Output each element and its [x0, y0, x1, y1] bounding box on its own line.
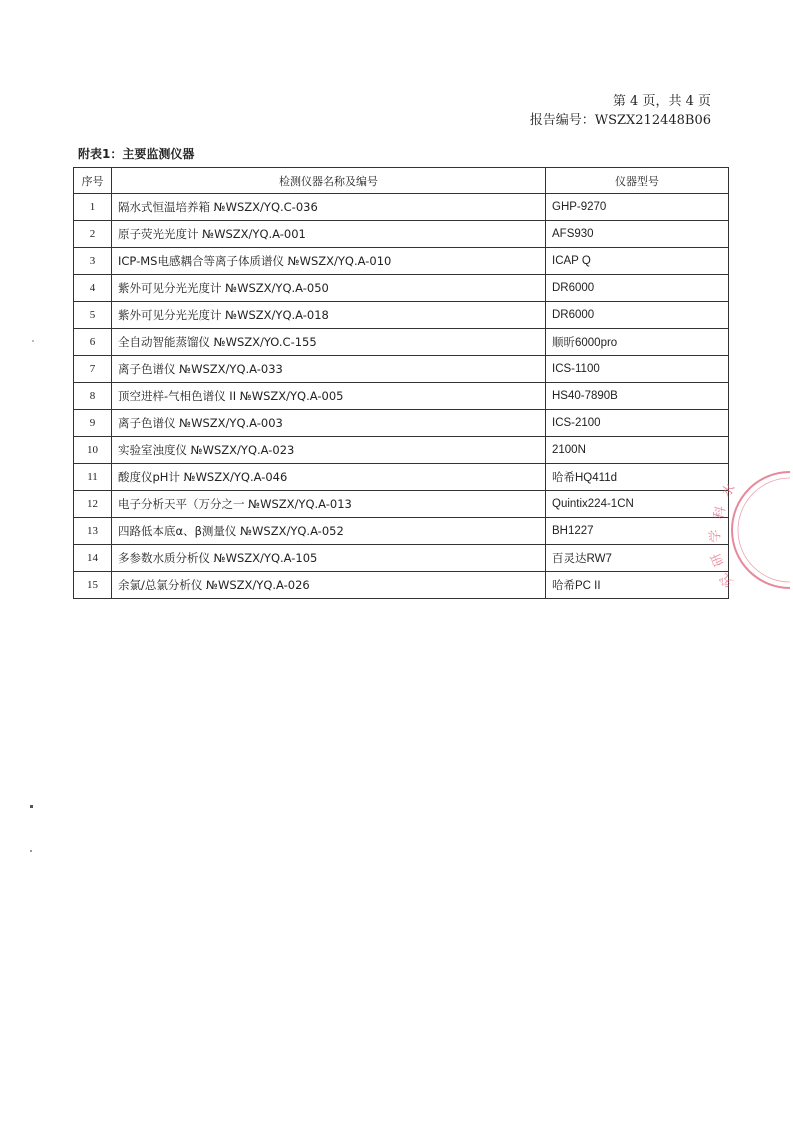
table-row: [74, 329, 729, 356]
table-row: [74, 518, 729, 545]
instrument-name: 全自动智能蒸馏仪 №WSZX/YO.C-155: [112, 329, 546, 356]
row-index: 2: [74, 221, 112, 248]
instrument-name: 离子色谱仪 №WSZX/YQ.A-033: [112, 356, 546, 383]
row-index: 8: [74, 383, 112, 410]
instrument-table: [73, 167, 729, 599]
row-index: 12: [74, 491, 112, 518]
row-index: 1: [74, 194, 112, 221]
table-row: [74, 437, 729, 464]
instrument-model: ICS-2100: [546, 410, 729, 437]
table-row: [74, 221, 729, 248]
table-row: [74, 248, 729, 275]
instrument-name: 电子分析天平（万分之一 №WSZX/YQ.A-013: [112, 491, 546, 518]
instrument-model: BH1227: [546, 518, 729, 545]
table-row: [74, 572, 729, 599]
table-row: [74, 356, 729, 383]
instrument-model: 顺昕6000pro: [546, 329, 729, 356]
row-index: 5: [74, 302, 112, 329]
column-header-instrument-name: 检测仪器名称及编号: [112, 168, 546, 194]
svg-text:水: 水: [718, 481, 739, 501]
instrument-name: 酸度仪pH计 №WSZX/YQ.A-046: [112, 464, 546, 491]
row-index: 4: [74, 275, 112, 302]
instrument-model: AFS930: [546, 221, 729, 248]
instrument-model: 哈希HQ411d: [546, 464, 729, 491]
instrument-name: 四路低本底α、β测量仪 №WSZX/YQ.A-052: [112, 518, 546, 545]
scan-mark: [30, 805, 33, 808]
appendix-title: 附表1：主要监测仪器: [78, 147, 195, 161]
instrument-model: DR6000: [546, 302, 729, 329]
seal-stamp: [700, 470, 790, 600]
row-index: 14: [74, 545, 112, 572]
instrument-name: ICP-MS电感耦合等离子体质谱仪 №WSZX/YQ.A-010: [112, 248, 546, 275]
table-row: [74, 383, 729, 410]
row-index: 6: [74, 329, 112, 356]
report-number: 报告编号：WSZX212448B06: [529, 113, 711, 128]
table-body: [74, 194, 729, 599]
scan-mark: [30, 850, 32, 852]
svg-text:研: 研: [708, 550, 728, 569]
page-info: 第 4 页，共 4 页: [612, 94, 711, 109]
table-row: [74, 302, 729, 329]
instrument-model: ICAP Q: [546, 248, 729, 275]
instrument-name: 多参数水质分析仪 №WSZX/YQ.A-105: [112, 545, 546, 572]
row-index: 15: [74, 572, 112, 599]
svg-text:学: 学: [707, 528, 724, 543]
instrument-model: HS40-7890B: [546, 383, 729, 410]
instrument-model: Quintix224-1CN: [546, 491, 729, 518]
table-row: [74, 410, 729, 437]
instrument-name: 实验室浊度仪 №WSZX/YQ.A-023: [112, 437, 546, 464]
row-index: 11: [74, 464, 112, 491]
row-index: 10: [74, 437, 112, 464]
instrument-name: 顶空进样-气相色谱仪 II №WSZX/YQ.A-005: [112, 383, 546, 410]
instrument-name: 原子荧光光度计 №WSZX/YQ.A-001: [112, 221, 546, 248]
instrument-name: 离子色谱仪 №WSZX/YQ.A-003: [112, 410, 546, 437]
row-index: 3: [74, 248, 112, 275]
table-row: [74, 194, 729, 221]
instrument-model: 百灵达RW7: [546, 545, 729, 572]
instrument-name: 紫外可见分光光度计 №WSZX/YQ.A-050: [112, 275, 546, 302]
column-header-model: 仪器型号: [546, 168, 729, 194]
instrument-model: 2100N: [546, 437, 729, 464]
instrument-model: GHP-9270: [546, 194, 729, 221]
table-row: [74, 275, 729, 302]
row-index: 9: [74, 410, 112, 437]
table-row: [74, 491, 729, 518]
table-row: [74, 545, 729, 572]
row-index: 13: [74, 518, 112, 545]
table-row: [74, 464, 729, 491]
instrument-name: 隔水式恒温培养箱 №WSZX/YQ.C-036: [112, 194, 546, 221]
instrument-model: 哈希PC II: [546, 572, 729, 599]
svg-text:究: 究: [717, 569, 737, 590]
table-header-row: [74, 168, 729, 194]
instrument-model: ICS-1100: [546, 356, 729, 383]
row-index: 7: [74, 356, 112, 383]
instrument-model: DR6000: [546, 275, 729, 302]
scan-mark: [32, 340, 34, 342]
column-header-index: 序号: [74, 168, 112, 194]
instrument-name: 余氯/总氯分析仪 №WSZX/YQ.A-026: [112, 572, 546, 599]
instrument-name: 紫外可见分光光度计 №WSZX/YQ.A-018: [112, 302, 546, 329]
svg-text:科: 科: [711, 504, 730, 522]
